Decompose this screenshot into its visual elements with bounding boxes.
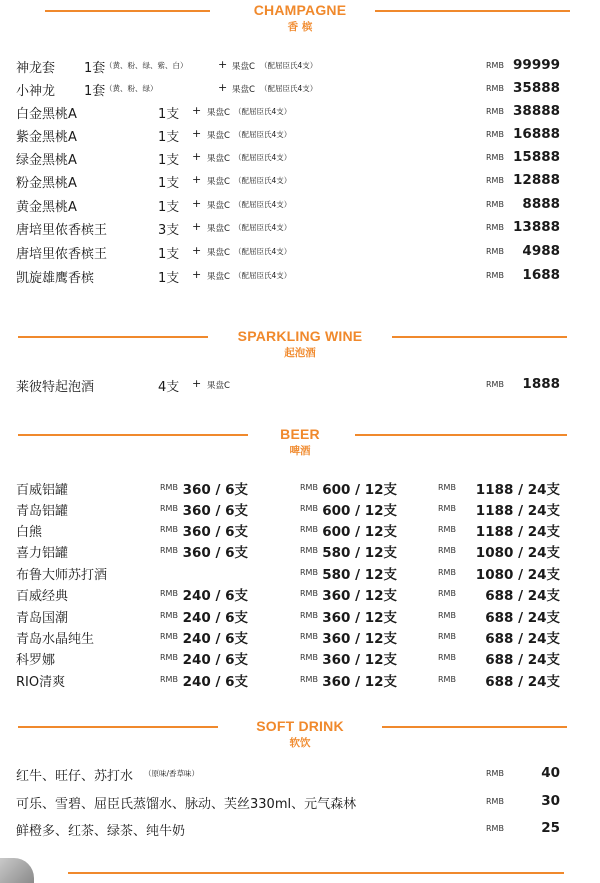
plus-sign: + <box>192 150 202 163</box>
rmb-label: RMB <box>160 525 178 534</box>
price-24: 688 / 24支 <box>485 631 560 647</box>
item-extra: （配屈臣氏4支） <box>260 61 318 70</box>
item-price: 16888 <box>513 126 560 142</box>
rmb-label: RMB <box>438 525 456 534</box>
item-name: 小神龙 <box>16 84 56 99</box>
price-24: 1188 / 24支 <box>475 503 560 519</box>
plus-sign: + <box>192 220 202 233</box>
item-name: 神龙套 <box>16 61 56 76</box>
fruit-plate: 果盘C <box>207 248 230 258</box>
sparkling-header <box>0 326 600 366</box>
item-name: 红牛、旺仔、苏打水 <box>16 769 134 784</box>
rmb-label: RMB <box>160 483 178 492</box>
item-price: 38888 <box>513 103 560 119</box>
plus-sign: + <box>192 377 202 390</box>
plus-sign: + <box>192 244 202 257</box>
rmb-label: RMB <box>486 797 504 806</box>
beer-row <box>0 626 600 648</box>
item-name: 科罗娜 <box>16 653 56 668</box>
fruit-plate: 果盘C <box>207 201 230 211</box>
item-qty: 1支 <box>158 176 180 191</box>
rmb-label: RMB <box>160 504 178 513</box>
item-name: 布鲁大师苏打酒 <box>16 568 108 583</box>
price-6: 360 / 6支 <box>182 524 248 540</box>
item-extra: （配屈臣氏4支） <box>260 84 318 93</box>
section-title: BEER <box>280 426 320 442</box>
rmb-label: RMB <box>486 824 504 833</box>
price-6: 240 / 6支 <box>182 588 248 604</box>
item-note: （黄、粉、绿） <box>105 84 158 93</box>
rmb-label: RMB <box>160 653 178 662</box>
item-name: 绿金黑桃A <box>16 153 77 168</box>
item-name: 紫金黑桃A <box>16 130 77 145</box>
item-qty: 3支 <box>158 223 180 238</box>
rmb-label: RMB <box>438 632 456 641</box>
rmb-label: RMB <box>486 769 504 778</box>
price-24: 688 / 24支 <box>485 674 560 690</box>
item-qty: 1支 <box>158 200 180 215</box>
section-subtitle: 啤酒 <box>289 445 311 457</box>
item-name: 黄金黑桃A <box>16 200 77 215</box>
rmb-label: RMB <box>486 380 504 389</box>
item-extra: （配屈臣氏4支） <box>234 176 292 185</box>
price-24: 1188 / 24支 <box>475 482 560 498</box>
price-12: 360 / 12支 <box>322 674 397 690</box>
item-name: 百威经典 <box>16 589 69 604</box>
plus-sign: + <box>192 104 202 117</box>
rmb-label: RMB <box>300 483 318 492</box>
menu-row <box>0 217 600 239</box>
item-name: 白熊 <box>16 525 43 540</box>
item-qty: 1支 <box>158 153 180 168</box>
item-qty: 1支 <box>158 247 180 262</box>
soft-drink-header <box>0 716 600 756</box>
item-price: 8888 <box>522 196 560 212</box>
rmb-label: RMB <box>438 504 456 513</box>
beer-row <box>0 605 600 627</box>
beer-row <box>0 669 600 691</box>
menu-row <box>0 147 600 169</box>
rmb-label: RMB <box>300 675 318 684</box>
menu-row <box>0 78 600 100</box>
plus-sign: + <box>192 173 202 186</box>
price-6: 360 / 6支 <box>182 503 248 519</box>
plus-sign: + <box>218 58 228 71</box>
section-title: SPARKLING WINE <box>237 328 363 344</box>
rmb-label: RMB <box>486 271 504 280</box>
item-qty: 1套 <box>84 61 106 76</box>
item-extra: （配屈臣氏4支） <box>234 271 292 280</box>
menu-row <box>0 194 600 216</box>
item-qty: 4支 <box>158 380 180 395</box>
item-qty: 1支 <box>158 271 180 286</box>
rmb-label: RMB <box>300 504 318 513</box>
item-price: 15888 <box>513 149 560 165</box>
rmb-label: RMB <box>438 675 456 684</box>
fruit-plate: 果盘C <box>207 108 230 118</box>
menu-row <box>0 763 600 785</box>
item-price: 30 <box>541 793 560 809</box>
fruit-plate: 果盘C <box>207 131 230 141</box>
rmb-label: RMB <box>438 589 456 598</box>
section-title: SOFT DRINK <box>256 718 344 734</box>
rmb-label: RMB <box>300 611 318 620</box>
beer-row <box>0 562 600 584</box>
rmb-label: RMB <box>486 61 504 70</box>
divider <box>68 872 564 874</box>
rmb-label: RMB <box>300 632 318 641</box>
plus-sign: + <box>192 197 202 210</box>
price-12: 360 / 12支 <box>322 652 397 668</box>
menu-row <box>0 124 600 146</box>
price-6: 240 / 6支 <box>182 674 248 690</box>
section-subtitle: 香 槟 <box>287 21 313 33</box>
item-name: 可乐、雪碧、屈臣氏蒸馏水、脉动、芙丝330ml、元气森林 <box>16 797 357 812</box>
rmb-label: RMB <box>486 107 504 116</box>
price-12: 360 / 12支 <box>322 610 397 626</box>
rmb-label: RMB <box>438 546 456 555</box>
rmb-label: RMB <box>486 84 504 93</box>
price-12: 580 / 12支 <box>322 567 397 583</box>
rmb-label: RMB <box>300 546 318 555</box>
rmb-label: RMB <box>300 525 318 534</box>
plus-sign: + <box>192 127 202 140</box>
item-name: RIO清爽 <box>16 675 66 690</box>
item-price: 13888 <box>513 219 560 235</box>
price-6: 240 / 6支 <box>182 652 248 668</box>
item-name: 白金黑桃A <box>16 107 77 122</box>
item-price: 99999 <box>513 57 560 73</box>
price-24: 1080 / 24支 <box>475 545 560 561</box>
rmb-label: RMB <box>160 589 178 598</box>
menu-row <box>0 791 600 813</box>
rmb-label: RMB <box>438 653 456 662</box>
item-note: （原味/香草味） <box>144 769 200 778</box>
beer-row <box>0 647 600 669</box>
item-price: 1888 <box>522 376 560 392</box>
rmb-label: RMB <box>438 568 456 577</box>
item-name: 凯旋雄鹰香槟 <box>16 271 95 286</box>
price-24: 688 / 24支 <box>485 652 560 668</box>
menu-row <box>0 55 600 77</box>
plus-sign: + <box>218 81 228 94</box>
rmb-label: RMB <box>438 611 456 620</box>
rmb-label: RMB <box>486 176 504 185</box>
price-24: 1080 / 24支 <box>475 567 560 583</box>
fruit-plate: 果盘C <box>207 224 230 234</box>
section-subtitle: 软饮 <box>289 737 311 749</box>
menu-row <box>0 374 600 396</box>
rmb-label: RMB <box>486 153 504 162</box>
menu-row <box>0 241 600 263</box>
item-extra: （配屈臣氏4支） <box>234 153 292 162</box>
beer-header <box>0 424 600 464</box>
item-name: 青岛国潮 <box>16 611 69 626</box>
rmb-label: RMB <box>300 589 318 598</box>
item-price: 40 <box>541 765 560 781</box>
item-qty: 1套 <box>84 84 106 99</box>
beer-row <box>0 519 600 541</box>
section-subtitle: 起泡酒 <box>284 347 316 359</box>
fruit-plate: 果盘C <box>232 62 255 72</box>
fruit-plate: 果盘C <box>207 154 230 164</box>
item-name: 喜力铝罐 <box>16 546 69 561</box>
price-6: 240 / 6支 <box>182 631 248 647</box>
item-extra: （配屈臣氏4支） <box>234 247 292 256</box>
item-extra: （配屈臣氏4支） <box>234 223 292 232</box>
rmb-label: RMB <box>160 675 178 684</box>
rmb-label: RMB <box>300 568 318 577</box>
item-extra: （配屈臣氏4支） <box>234 130 292 139</box>
item-name: 粉金黑桃A <box>16 176 77 191</box>
beer-row <box>0 583 600 605</box>
beer-row <box>0 498 600 520</box>
item-note: （黄、粉、绿、紫、白） <box>105 61 188 70</box>
price-12: 360 / 12支 <box>322 631 397 647</box>
item-price: 1688 <box>522 267 560 283</box>
price-12: 600 / 12支 <box>322 503 397 519</box>
item-qty: 1支 <box>158 107 180 122</box>
rmb-label: RMB <box>300 653 318 662</box>
price-6: 240 / 6支 <box>182 610 248 626</box>
rmb-label: RMB <box>438 483 456 492</box>
fruit-plate: 果盘C <box>232 85 255 95</box>
champagne-header <box>0 0 600 40</box>
menu-row <box>0 265 600 287</box>
price-24: 1188 / 24支 <box>475 524 560 540</box>
price-12: 600 / 12支 <box>322 482 397 498</box>
rmb-label: RMB <box>160 632 178 641</box>
item-name: 唐培里侬香槟王 <box>16 247 108 262</box>
price-12: 600 / 12支 <box>322 524 397 540</box>
price-12: 580 / 12支 <box>322 545 397 561</box>
rmb-label: RMB <box>160 546 178 555</box>
plus-sign: + <box>192 268 202 281</box>
item-name: 百威铝罐 <box>16 483 69 498</box>
section-title: CHAMPAGNE <box>253 2 347 18</box>
item-name: 鲜橙多、红茶、绿茶、纯牛奶 <box>16 824 186 839</box>
price-6: 360 / 6支 <box>182 545 248 561</box>
price-6: 360 / 6支 <box>182 482 248 498</box>
rmb-label: RMB <box>486 247 504 256</box>
item-name: 唐培里侬香槟王 <box>16 223 108 238</box>
beer-row <box>0 477 600 499</box>
item-name: 青岛水晶纯生 <box>16 632 95 647</box>
price-24: 688 / 24支 <box>485 610 560 626</box>
item-price: 25 <box>541 820 560 836</box>
beer-row <box>0 540 600 562</box>
rmb-label: RMB <box>486 200 504 209</box>
item-extra: （配屈臣氏4支） <box>234 107 292 116</box>
price-12: 360 / 12支 <box>322 588 397 604</box>
menu-row <box>0 818 600 840</box>
menu-row <box>0 101 600 123</box>
fruit-plate: 果盘C <box>207 381 230 391</box>
fruit-plate: 果盘C <box>207 272 230 282</box>
item-name: 莱彼特起泡酒 <box>16 380 95 395</box>
rmb-label: RMB <box>486 130 504 139</box>
corner-decoration-icon <box>0 858 34 883</box>
item-extra: （配屈臣氏4支） <box>234 200 292 209</box>
rmb-label: RMB <box>486 223 504 232</box>
fruit-plate: 果盘C <box>207 177 230 187</box>
price-24: 688 / 24支 <box>485 588 560 604</box>
menu-row <box>0 170 600 192</box>
rmb-label: RMB <box>160 611 178 620</box>
item-qty: 1支 <box>158 130 180 145</box>
item-price: 12888 <box>513 172 560 188</box>
item-price: 4988 <box>522 243 560 259</box>
item-name: 青岛铝罐 <box>16 504 69 519</box>
item-price: 35888 <box>513 80 560 96</box>
